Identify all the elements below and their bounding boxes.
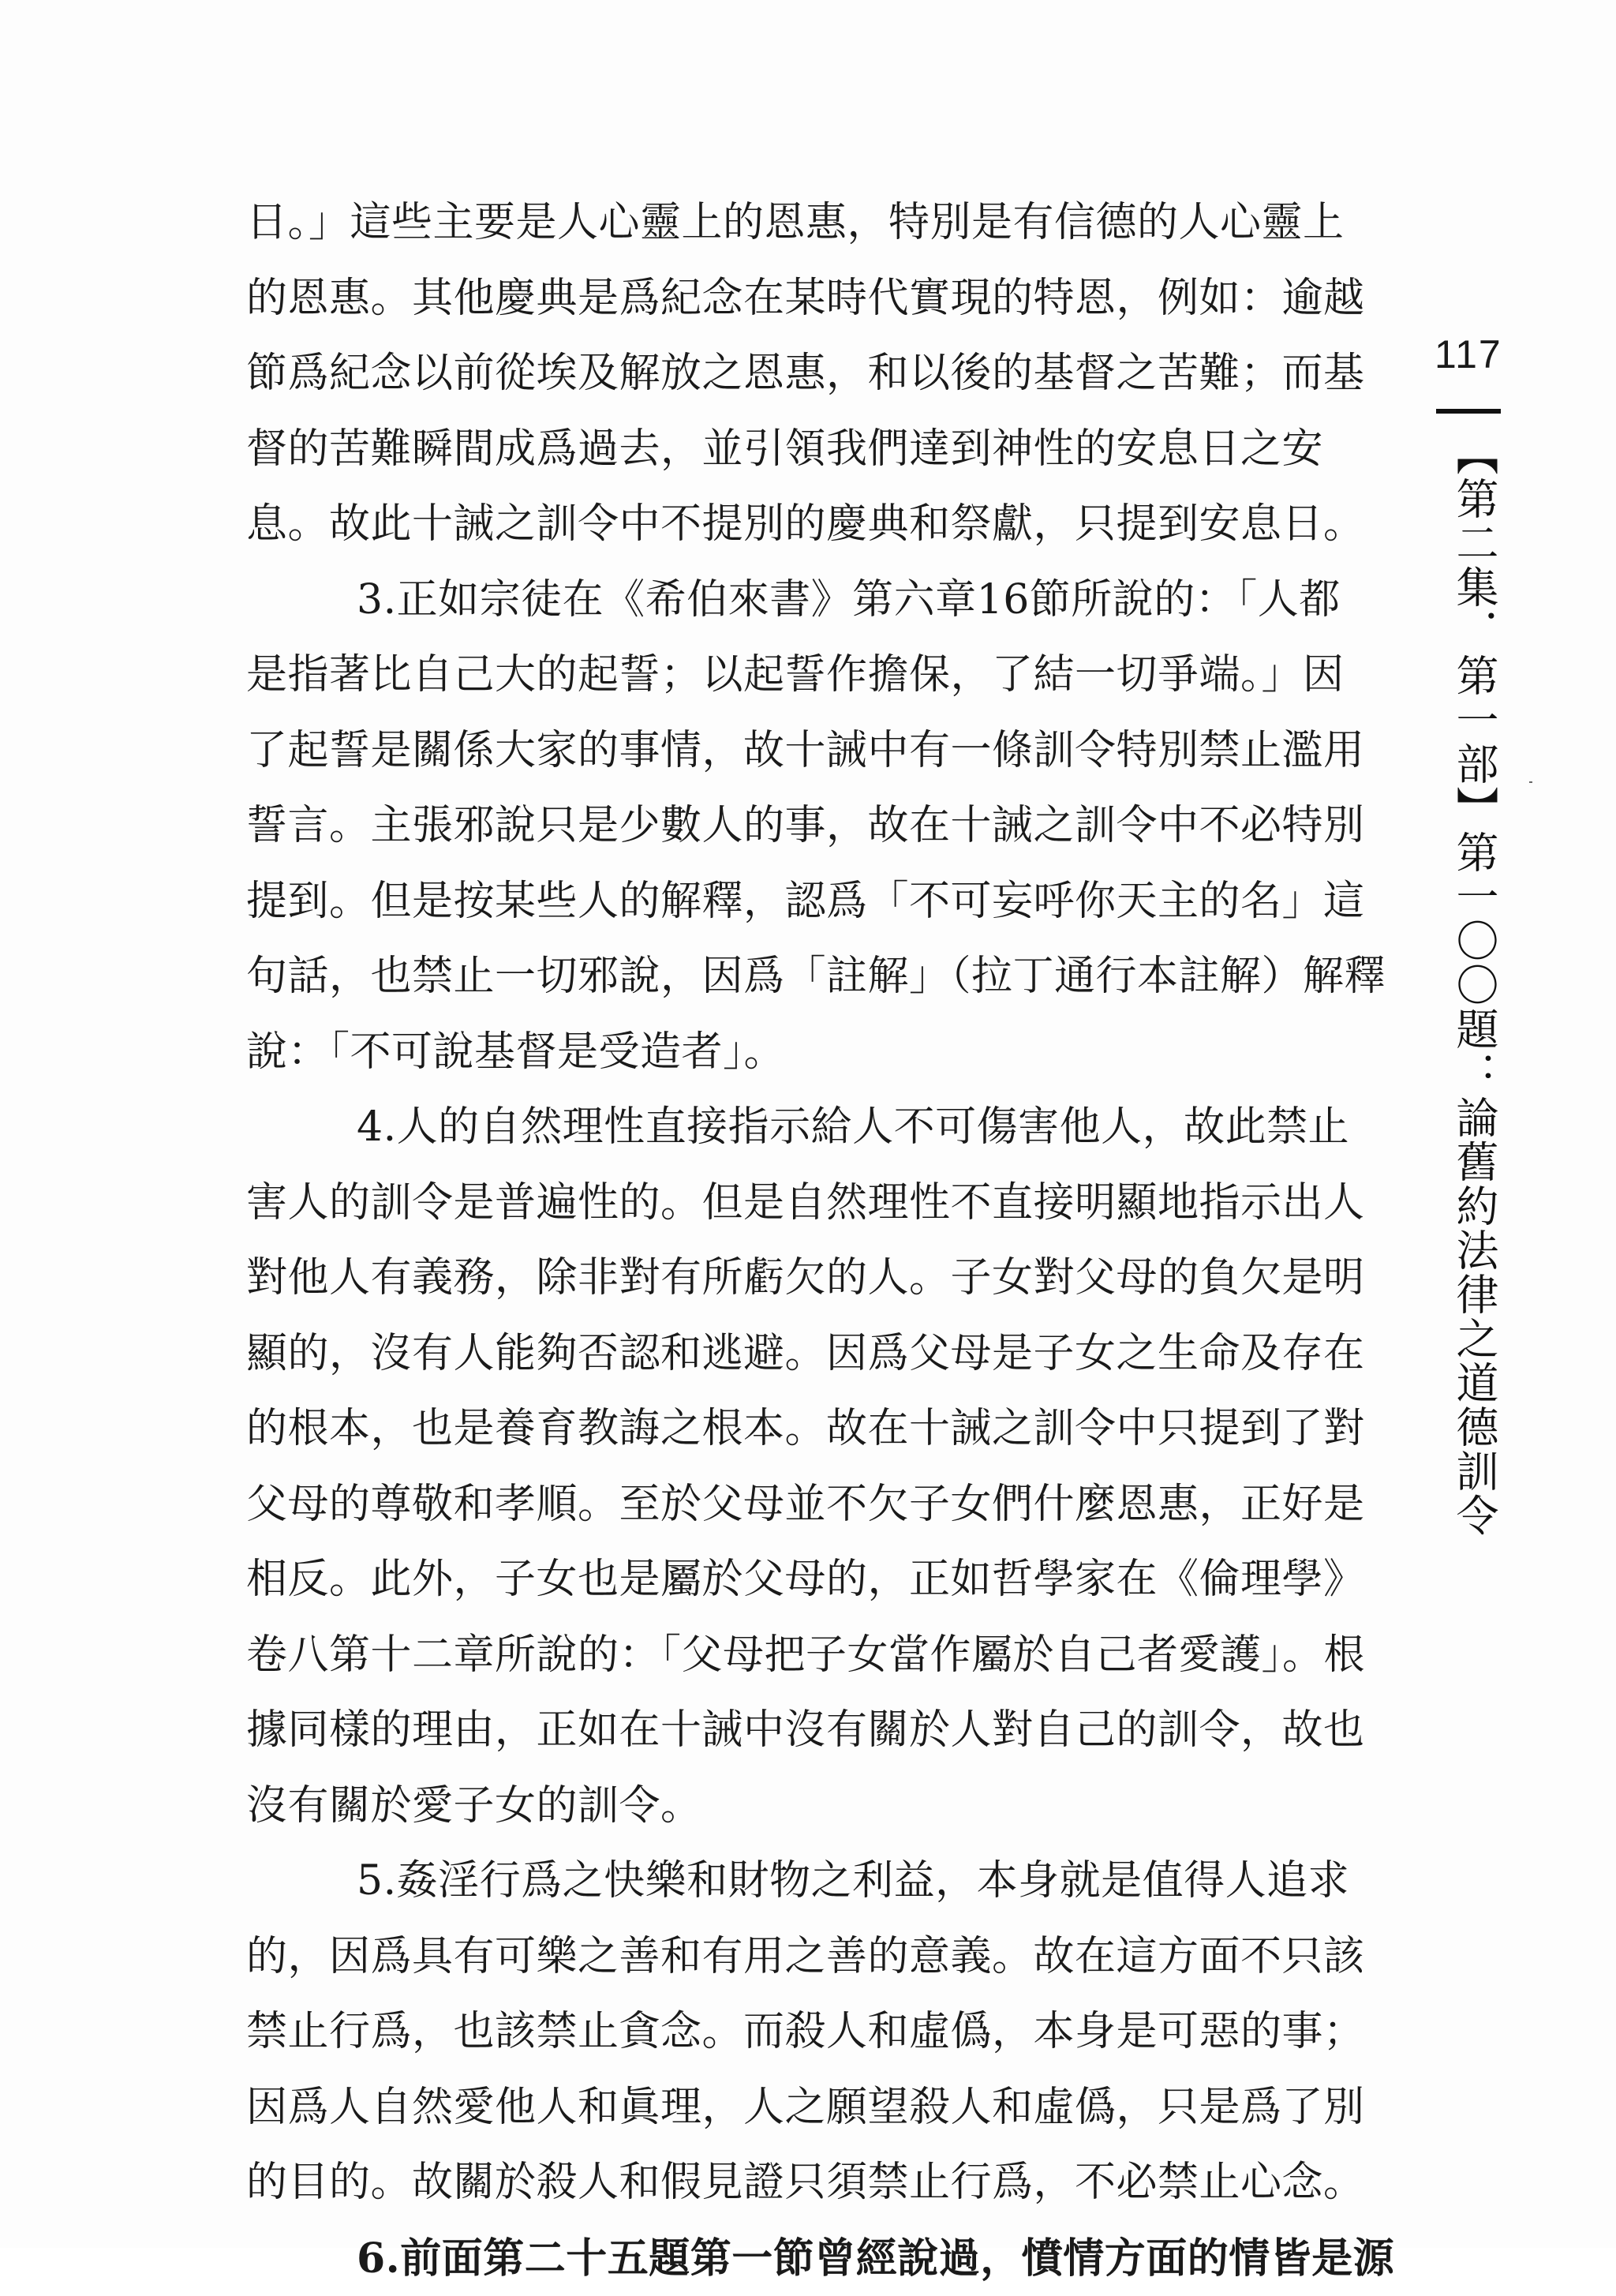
header-rule	[1436, 409, 1501, 414]
text-line: 顯的，沒有人能夠否認和逃避。因爲父母是子女之生命及存在	[246, 1317, 1382, 1392]
text-line: 的目的。故關於殺人和假見證只須禁止行爲，不必禁止心念。	[246, 2145, 1382, 2221]
text-line: 節爲紀念以前從埃及解放之恩惠，和以後的基督之苦難；而基	[246, 336, 1382, 412]
paragraph-6-first-line: 6.前面第二十五題第一節曾經說過，憤情方面的情皆是源	[246, 2221, 1382, 2296]
text-line: 說：「不可說基督是受造者」。	[246, 1015, 1382, 1091]
text-line: 相反。此外，子女也是屬於父母的，正如哲學家在《倫理學》	[246, 1542, 1382, 1618]
text-line: 卷八第十二章所說的：「父母把子女當作屬於自己者愛護」。根	[246, 1618, 1382, 1694]
text-line: 是指著比自己大的起誓；以起誓作擔保，了結一切爭端。」因	[246, 638, 1382, 714]
paragraph-5-first-line: 5.姦淫行爲之快樂和財物之利益，本身就是值得人追求	[246, 1844, 1382, 1920]
paragraph-3-first-line: 3.正如宗徒在《希伯來書》第六章16節所說的：「人都	[246, 563, 1382, 639]
text-line: 禁止行爲，也該禁止貪念。而殺人和虛僞，本身是可惡的事；	[246, 1994, 1382, 2070]
text-line: 父母的尊敬和孝順。至於父母並不欠子女們什麼恩惠，正好是	[246, 1467, 1382, 1543]
text-line: 提到。但是按某些人的解釋，認爲「不可妄呼你天主的名」這	[246, 864, 1382, 940]
text-line: 誓言。主張邪說只是少數人的事，故在十誡之訓令中不必特別	[246, 788, 1382, 864]
scan-speck	[1529, 781, 1532, 783]
paragraph-4-first-line: 4.人的自然理性直接指示給人不可傷害他人，故此禁止	[246, 1090, 1382, 1166]
text-line: 息。故此十誡之訓令中不提別的慶典和祭獻，只提到安息日。	[246, 487, 1382, 563]
text-line: 因爲人自然愛他人和眞理，人之願望殺人和虛僞，只是爲了別	[246, 2070, 1382, 2146]
text-line: 日。」這些主要是人心靈上的恩惠，特別是有信德的人心靈上	[246, 185, 1382, 261]
text-line: 督的苦難瞬間成爲過去，並引領我們達到神性的安息日之安	[246, 412, 1382, 488]
text-line: 沒有關於愛子女的訓令。	[246, 1769, 1382, 1845]
page-number: 117	[1435, 331, 1502, 377]
text-line: 對他人有義務，除非對有所虧欠的人。子女對父母的負欠是明	[246, 1241, 1382, 1317]
running-head: 【第二集．第一部】第一〇〇題：論舊約法律之道德訓令	[1441, 433, 1498, 1538]
text-line: 據同樣的理由，正如在十誡中沒有關於人對自己的訓令，故也	[246, 1693, 1382, 1769]
text-line: 害人的訓令是普遍性的。但是自然理性不直接明顯地指示出人	[246, 1166, 1382, 1242]
text-line: 的，因爲具有可樂之善和有用之善的意義。故在這方面不只該	[246, 1920, 1382, 1995]
body-text	[246, 185, 1382, 2296]
text-line: 了起誓是關係大家的事情，故十誡中有一條訓令特別禁止濫用	[246, 714, 1382, 789]
text-line: 句話，也禁止一切邪說，因爲「註解」（拉丁通行本註解）解釋	[246, 939, 1382, 1015]
text-line: 的恩惠。其他慶典是爲紀念在某時代實現的特恩，例如：逾越	[246, 261, 1382, 337]
text-line: 的根本，也是養育教誨之根本。故在十誡之訓令中只提到了對	[246, 1391, 1382, 1467]
